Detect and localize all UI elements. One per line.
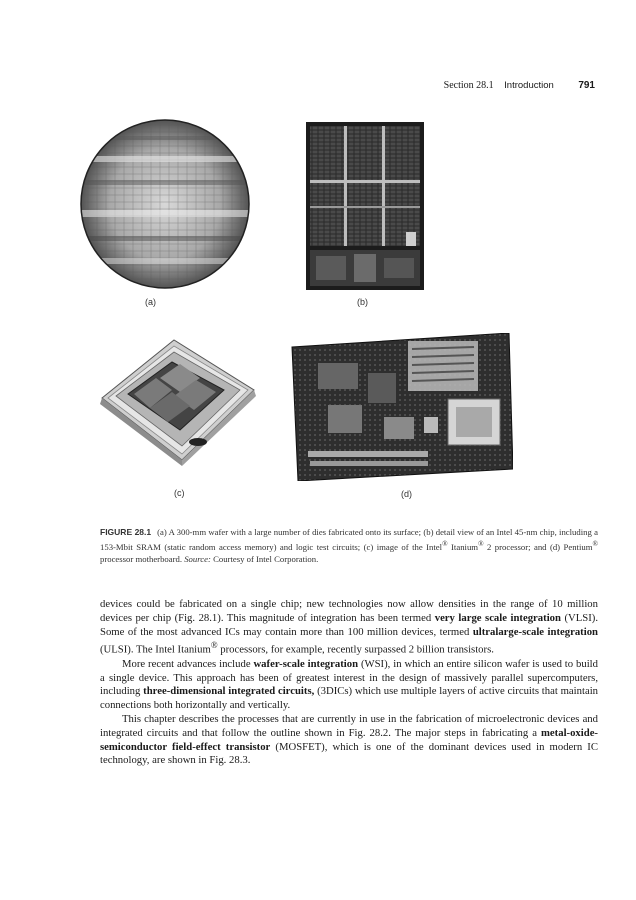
registered-mark: ® xyxy=(442,540,448,549)
registered-mark: ® xyxy=(478,540,484,549)
caption-text: Itanium xyxy=(447,542,479,553)
caption-text: (a) A 300-mm wafer with a large number of dies fabricated onto its surface; (b) detail view of an Intel 45-nm chip, including a 153-Mbit SRAM (static random access memory) and logic test circuits; (c) image of the Intel xyxy=(100,527,598,553)
term-mosfet: metal-oxide-semiconductor field-effect transistor xyxy=(100,726,598,753)
text-run: (VLSI). Some of the most advanced ICs may contain more than 100 million devices, termed xyxy=(100,611,599,638)
panel-label-c: (c) xyxy=(174,488,185,498)
caption-label: FIGURE 28.1 xyxy=(100,527,152,537)
chip-detail-photo xyxy=(306,122,424,290)
paragraph-1 xyxy=(100,598,598,658)
caption-text: processor motherboard. xyxy=(100,554,185,565)
wafer-photo xyxy=(79,118,251,290)
figure-caption xyxy=(100,526,598,566)
text-run: (3DICs) which use multiple layers of active circuits that maintain connections both horizontally and vertically. xyxy=(100,685,599,712)
panel-label-a: (a) xyxy=(145,297,156,307)
term-vlsi: very large scale integration xyxy=(434,611,561,624)
term-3dic: three-dimensional integrated circuits, xyxy=(143,685,315,698)
section-number: Section 28.1 xyxy=(443,80,494,91)
running-head xyxy=(0,80,595,91)
page-number: 791 xyxy=(578,80,595,91)
text-run: devices could be fabricated on a single chip; new technologies now allow densities in the range of 10 million devices per chip (Fig. 28.1). This magnitude of integration has been termed xyxy=(100,598,598,624)
processor-photo xyxy=(94,330,260,470)
paragraph-2 xyxy=(100,658,598,713)
text-run: (WSI), in which an entire silicon wafer is used to build a single device. This approach has been of greatest interest in the design of massively parallel supercomputers, including xyxy=(100,657,598,698)
motherboard-photo xyxy=(288,333,513,481)
text-run: (MOSFET), which is one of the dominant devices used in modern IC technology, are shown in Fig. 28.3. xyxy=(100,740,598,767)
caption-source-label: Source: xyxy=(184,554,211,565)
registered-mark: ® xyxy=(210,640,218,651)
section-title: Introduction xyxy=(504,80,554,91)
panel-label-d: (d) xyxy=(401,489,412,499)
panel-label-b: (b) xyxy=(357,297,368,307)
term-wsi: wafer-scale integration xyxy=(253,657,359,670)
caption-source: Courtesy of Intel Corporation. xyxy=(210,554,319,565)
caption-text: 2 processor; and (d) Pentium xyxy=(483,542,593,553)
text-run: More recent advances include xyxy=(122,657,254,670)
paragraph-3 xyxy=(100,713,598,768)
body-text xyxy=(100,598,598,768)
term-ulsi: ultralarge-scale integration xyxy=(472,625,598,638)
registered-mark: ® xyxy=(592,540,598,549)
text-run: (ULSI). The Intel Itanium xyxy=(100,643,211,656)
text-run: processors, for example, recently surpassed 2 billion transistors. xyxy=(217,643,494,656)
text-run: This chapter describes the processes that are currently in use in the fabrication of microelectronic devices and integrated circuits and that follow the outline shown in Fig. 28.2. The major steps in fabricating a xyxy=(100,712,598,739)
